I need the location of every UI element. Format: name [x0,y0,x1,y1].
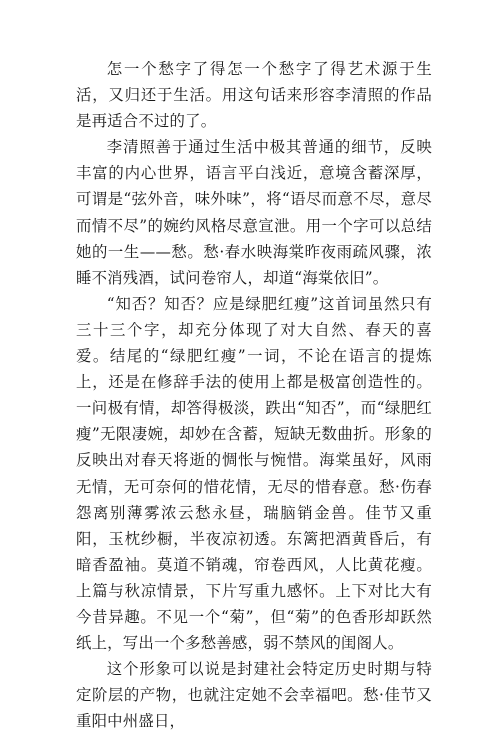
paragraph-3: “知否？知否？应是绿肥红瘦”这首词虽然只有三十三个字，却充分体现了对大自然、春天的喜爱。结尾的“绿肥红瘦”一词，不论在语言的提炼上，还是在修辞手法的使用上都是极富创造性的。一问极有情，却答得极淡，跌出“知否”，而“绿肥红瘦”无限凄婉，却妙在含蓄，短缺无数曲折。形象的反映出对春天将逝的惆怅与惋惜。海棠虽好，风雨无情，无可奈何的惜花情，无尽的惜春意。愁·伤春怨离别薄雾浓云愁永昼，瑞脑销金兽。佳节又重阳，玉枕纱橱，半夜凉初透。东篱把酒黄昏后，有暗香盈袖。莫道不销魂，帘卷西风，人比黄花瘦。上篇与秋凉情景，下片写重九感怀。上下对比大有今昔异趣。不见一个“菊”，但“菊”的色香形却跃然纸上，写出一个多愁善感，弱不禁风的闺阁人。 [76,294,432,653]
document-body [76,56,432,734]
paragraph-4: 这个形象可以说是封建社会特定历史时期与特定阶层的产物，也就注定她不会幸福吧。愁·佳节又重阳中州盛日， [76,660,432,731]
paragraph-1: 怎一个愁字了得怎一个愁字了得艺术源于生活，又归还于生活。用这句话来形容李清照的作品是再适合不过的了。 [76,60,432,131]
paragraph-2: 李清照善于通过生活中极其普通的细节，反映丰富的内心世界，语言平白浅近，意境含蓄深厚，可谓是“弦外音，味外味”，将“语尽而意不尽，意尽而情不尽”的婉约风格尽意宣泄。用一个字可以总结她的一生——愁。愁·春水映海棠昨夜雨疏风骤，浓睡不消残酒，试问卷帘人，却道“海棠依旧”。 [76,138,432,287]
